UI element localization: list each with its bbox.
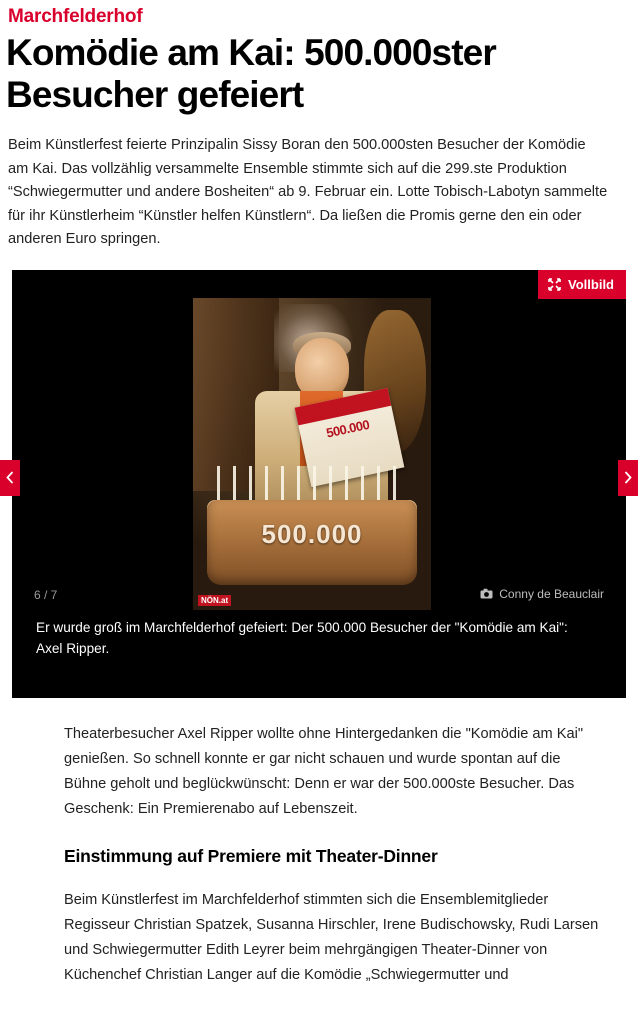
gallery-credit-label: Conny de Beauclair [499,586,604,601]
article-paragraph-1: Theaterbesucher Axel Ripper wollte ohne Hintergedanken die "Komödie am Kai" genießen. So schnell konnte er gar nicht schauen und wurde spontan auf die Bühne geholt und beglückwünscht: Denn er war der 500.000ste Besucher. Das Geschenk: Ein Premierenabo auf Lebenszeit. [64,725,584,817]
cake-number: 500.000 [261,519,363,550]
photo-watermark: NÖN.at [198,595,231,606]
fullscreen-button[interactable] [538,270,626,299]
certificate-number: 500.000 [325,417,371,441]
article-body [64,722,604,988]
gallery-caption: Er wurde groß im Marchfelderhof gefeiert: Der 500.000 Besucher der "Komödie am Kai": Axel Ripper. [36,619,568,656]
gallery-stage [12,270,626,615]
fullscreen-label: Vollbild [568,276,614,292]
chevron-right-icon [624,471,632,484]
article-kicker: Marchfelderhof [8,6,143,27]
gallery-prev-button[interactable] [0,460,20,496]
article-subheading: Einstimmung auf Premiere mit Theater-Dinner [64,845,438,866]
gallery-credit [480,587,604,601]
article-lead: Beim Künstlerfest feierte Prinzipalin Sissy Boran den 500.000sten Besucher der Komödie am Kai. Das vollzählig versammelte Ensemble stimmte sich auf die 299.ste Produktion “Schwiegermutter und andere Bosheiten“ ab 9. Februar ein. Lotte Tobisch-Labotyn sammelte für ihr Künstlerheim “Künstler helfen Künstlern“. Da ließen die Promis gerne den ein oder anderen Euro springen. [8,137,608,247]
camera-icon [480,588,493,599]
gallery-next-button[interactable] [618,460,638,496]
photo-candles [217,466,407,503]
gallery-photo [193,298,431,610]
chevron-left-icon [6,471,14,484]
article-paragraph-2: Beim Künstlerfest im Marchfelderhof stimmten sich die Ensemblemitglieder Regisseur Christian Spatzek, Susanna Hirschler, Irene Budischowsky, Rudi Larsen und Schwiegermutter Edith Leyrer beim mehrgängigen Theater-Dinner von Küchenchef Christian Langer auf die Komödie „Schwiegermutter und [64,891,599,983]
page-title: Komödie am Kai: 500.000ster Besucher gefeiert [6,32,496,115]
gallery-counter: 6 / 7 [34,587,58,602]
fullscreen-icon [548,278,561,291]
image-gallery [12,270,626,698]
